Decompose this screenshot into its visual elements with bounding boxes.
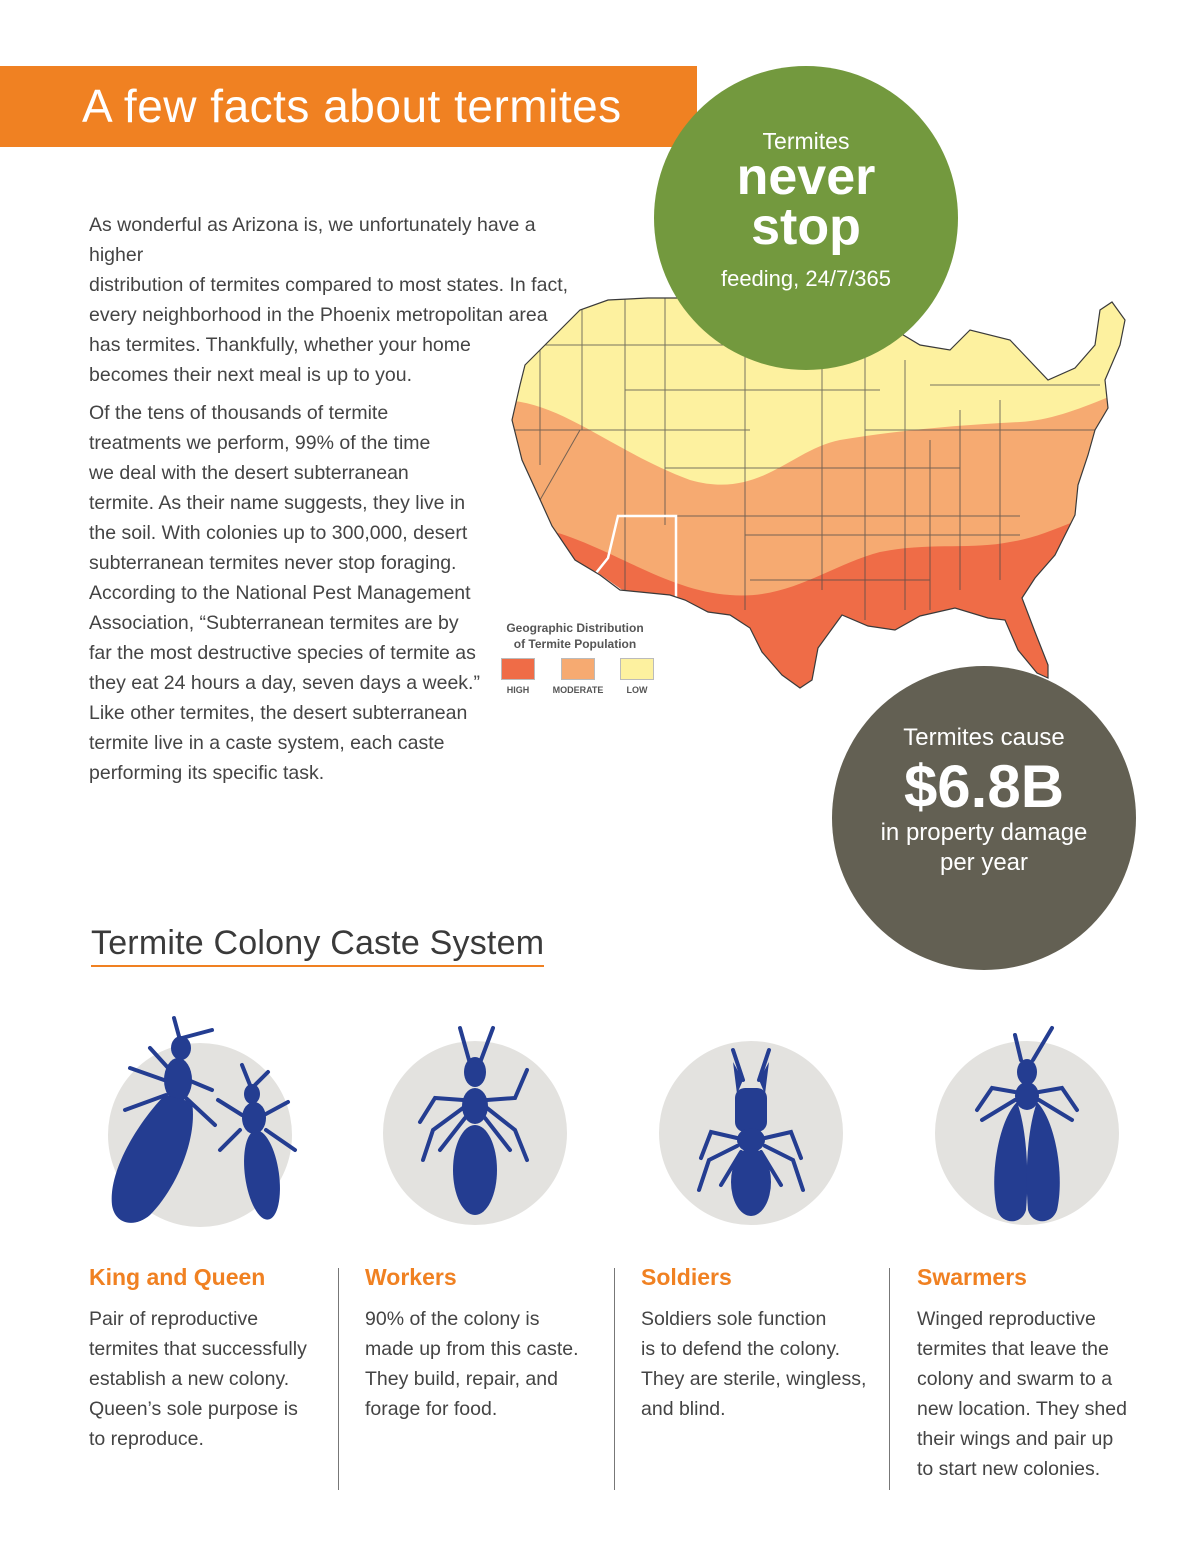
caste-heading-soldiers: Soldiers xyxy=(641,1264,732,1290)
feeding-callout-stop: stop xyxy=(751,198,861,256)
worker-icon xyxy=(375,1010,575,1240)
damage-callout-line1: Termites cause xyxy=(903,724,1065,751)
damage-callout-lines xyxy=(832,818,1136,878)
column-divider-1 xyxy=(338,1268,339,1490)
legend-moderate-swatch xyxy=(561,658,595,680)
feeding-callout xyxy=(654,66,958,370)
soldier-icon xyxy=(651,1010,851,1240)
legend-moderate xyxy=(552,658,604,695)
intro-paragraph-2: Of the tens of thousands of termite treatments we perform, 99% of the time we deal with the desert subterranean termite. As their name suggests, they live in the soil. With colonies up to 300,000, desert subterranean termites never stop foraging. According to the National Pest Management Association, “Subterranean termites are by far the most destructive species of termite as they eat 24 hours a day, seven days a week.” Like other termites, the desert subterranean termite live in a caste system, each caste performing its specific task. xyxy=(89,402,480,784)
feeding-callout-line1: Termites xyxy=(762,128,850,154)
legend-high-swatch xyxy=(501,658,535,680)
legend-low xyxy=(619,658,655,695)
caste-desc-workers: 90% of the colony is made up from this caste. They build, repair, and forage for food. xyxy=(365,1308,579,1420)
legend-low-swatch xyxy=(620,658,654,680)
caste-heading-swarmers: Swarmers xyxy=(917,1264,1027,1290)
damage-callout-line3: in property damage xyxy=(880,819,1088,846)
feeding-callout-line4: feeding, 24/7/365 xyxy=(720,266,892,291)
feeding-callout-emphasis xyxy=(654,148,958,256)
swarmer-icon xyxy=(927,1010,1127,1240)
damage-callout xyxy=(832,666,1136,970)
intro-paragraph-1: As wonderful as Arizona is, we unfortunately have a higher distribution of termites compared to most states. In fact, every neighborhood in the Phoenix metropolitan area has termites. Thankfully, whether your home becomes their next meal is up to you. xyxy=(89,214,569,386)
caste-heading-king-queen: King and Queen xyxy=(89,1264,266,1290)
damage-callout-amount: $6.8B xyxy=(903,753,1065,820)
title-banner xyxy=(0,66,697,147)
map-legend-title: Geographic Distribution of Termite Population xyxy=(506,621,644,651)
legend-low-label: LOW xyxy=(626,685,648,695)
caste-desc-swarmers: Winged reproductive termites that leave the colony and swarm to a new location. They shed their wings and pair up to start new colonies. xyxy=(917,1308,1127,1480)
feeding-callout-never: never xyxy=(736,148,876,206)
caste-heading-workers: Workers xyxy=(365,1264,457,1290)
legend-high-label: HIGH xyxy=(506,685,530,695)
damage-callout-line4: per year xyxy=(939,849,1029,876)
column-divider-2 xyxy=(614,1268,615,1490)
legend-high xyxy=(500,658,536,695)
legend-moderate-label: MODERATE xyxy=(552,685,604,695)
king-queen-icon xyxy=(100,1010,310,1240)
caste-desc-king-queen: Pair of reproductive termites that successfully establish a new colony. Queen’s sole purpose is to reproduce. xyxy=(89,1308,307,1450)
caste-section-title: Termite Colony Caste System xyxy=(91,924,544,967)
page-title: A few facts about termites xyxy=(82,80,622,132)
column-divider-3 xyxy=(889,1268,890,1490)
caste-desc-soldiers: Soldiers sole function is to defend the colony. They are sterile, wingless, and blind. xyxy=(641,1308,867,1420)
